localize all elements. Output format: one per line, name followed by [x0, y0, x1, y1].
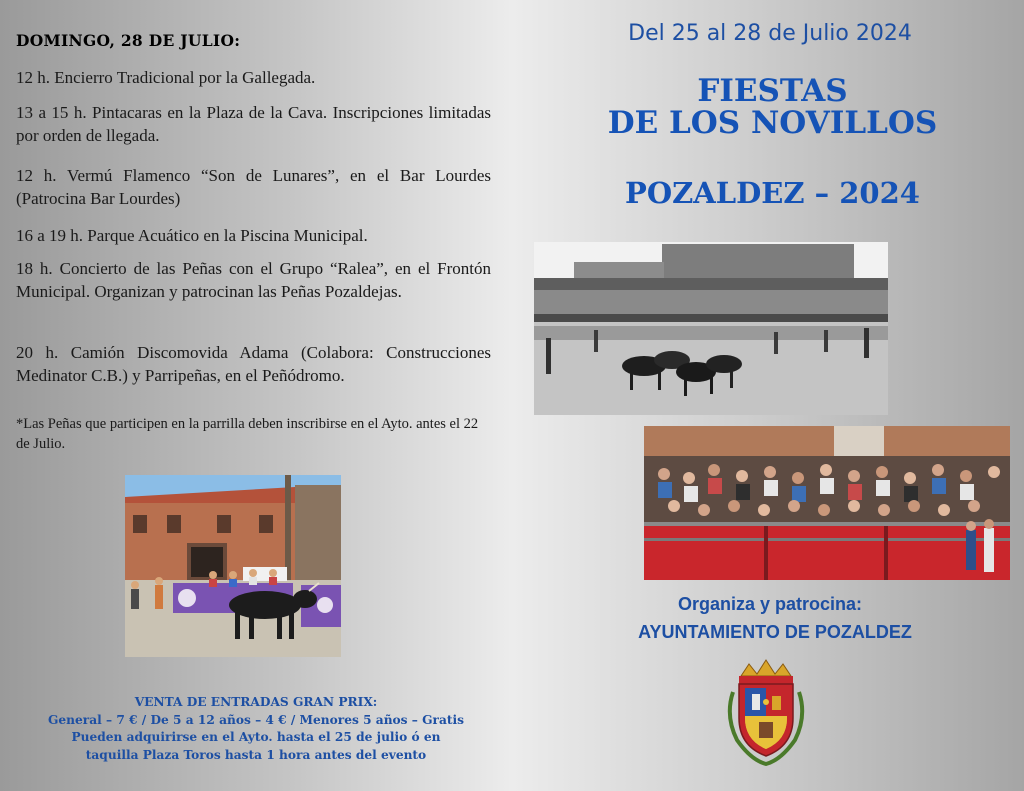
- schedule-item: 12 h. Vermú Flamenco “Son de Lunares”, en el Bar Lourdes (Patrocina Bar Lourdes): [16, 166, 491, 208]
- event-title: [520, 75, 1024, 139]
- schedule-item: 18 h. Concierto de las Peñas con el Grupo “Ralea”, en el Frontón Municipal. Organizan y patrocinan las Peñas Pozaldejas.: [16, 259, 491, 301]
- pozaldez-coat-of-arms-icon: [723, 656, 809, 766]
- schedule-item: 12 h. Encierro Tradicional por la Gallegada.: [16, 68, 316, 87]
- street-bull-photo: [125, 475, 341, 657]
- organizer-name: AYUNTAMIENTO DE POZALDEZ: [638, 622, 912, 642]
- ticket-purchase-info: taquilla Plaza Toros hasta 1 hora antes del evento: [85, 747, 427, 762]
- registration-note: *Las Peñas que participen en la parrilla deben inscribirse en el Ayto. antes el 22 de Julio.: [16, 416, 479, 452]
- event-dates: Del 25 al 28 de Julio 2024: [628, 21, 912, 46]
- day-heading: DOMINGO, 28 DE JULIO:: [16, 31, 241, 50]
- schedule-item: 20 h. Camión Discomovida Adama (Colabora: Construcciones Medinator C.B.) y Parripeñas, en el Peñódromo.: [16, 343, 491, 385]
- organizer-label: Organiza y patrocina:: [677, 594, 863, 614]
- title-line: DE LOS NOVILLOS: [607, 105, 938, 141]
- schedule-item: 16 a 19 h. Parque Acuático en la Piscina Municipal.: [16, 226, 368, 245]
- historic-bullring-photo: [534, 242, 888, 415]
- schedule-item: 13 a 15 h. Pintacaras en la Plaza de la Cava. Inscripciones limitadas por orden de llegada.: [16, 103, 491, 145]
- crowd-stands-photo: [644, 426, 1010, 580]
- ticket-prices: General – 7 € / De 5 a 12 años – 4 € / Menores 5 años – Gratis: [48, 712, 464, 727]
- ticket-sales-info: [16, 694, 496, 764]
- ticket-purchase-info: Pueden adquirirse en el Ayto. hasta el 25 de julio ó en: [71, 730, 441, 744]
- title-line: FIESTAS: [697, 73, 848, 109]
- event-subtitle: POZALDEZ – 2024: [625, 176, 920, 210]
- ticket-heading: VENTA DE ENTRADAS GRAN PRIX:: [134, 695, 378, 709]
